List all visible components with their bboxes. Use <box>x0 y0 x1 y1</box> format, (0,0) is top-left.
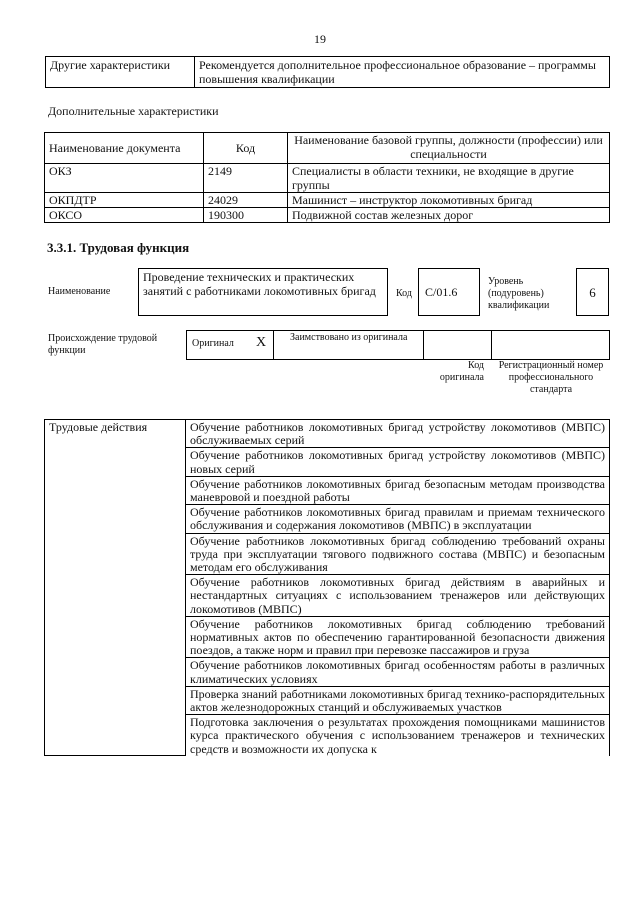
labor-actions-table <box>44 419 610 756</box>
code-label: Код <box>396 288 412 299</box>
row-code: 2149 <box>204 164 288 193</box>
original-mark: X <box>256 335 267 350</box>
other-characteristics-label: Другие характеристики <box>46 57 195 88</box>
labor-action-item: Обучение работников локомотивных бригад действиям в аварийных и нестандартных ситуациях с использованием тренажеров или действующих локомотивов (МВПС) <box>186 575 610 617</box>
row-doc: ОКЗ <box>45 164 204 193</box>
other-characteristics-table <box>45 56 610 88</box>
divider <box>423 330 424 360</box>
labor-action-item: Обучение работников локомотивных бригад устройству локомотивов (МВПС) новых серий <box>186 448 610 476</box>
row-doc: ОКПДТР <box>45 193 204 208</box>
level-label: Уровень (подуровень) квалификации <box>488 276 550 311</box>
table-row <box>45 193 610 208</box>
function-code-value: C/01.6 <box>418 268 480 316</box>
divider <box>491 330 492 360</box>
table-header-row <box>45 133 610 164</box>
other-characteristics-value: Рекомендуется дополнительное профессиональное образование – программы повышения квалификации <box>195 57 610 88</box>
labor-action-item: Обучение работников локомотивных бригад правилам и приемам технического обслуживания и содержания локомотивов (МВПС) в эксплуатации <box>186 505 610 533</box>
labor-action-item: Обучение работников локомотивных бригад соблюдению требований охраны труда при эксплуатации тягового подвижного состава (МВПС) и безопасным методам его обслуживания <box>186 533 610 575</box>
labor-action-item: Подготовка заключения о результатах прохождения помощниками машинистов курса практического обучения с использованием тренажеров и технических средств и возможности их допуска к <box>186 715 610 756</box>
code-original-label: Код оригинала <box>439 360 484 383</box>
borrowed-label: Заимствовано из оригинала <box>290 332 408 343</box>
row-code: 190300 <box>204 208 288 223</box>
row-name: Подвижной состав железных дорог <box>288 208 610 223</box>
table-row <box>45 208 610 223</box>
row-name: Машинист – инструктор локомотивных бригад <box>288 193 610 208</box>
labor-actions-label: Трудовые действия <box>45 420 186 756</box>
original-label: Оригинал <box>192 338 234 349</box>
function-name-value: Проведение технических и практических занятий с работниками локомотивных бригад <box>138 268 388 316</box>
header-code: Код <box>204 133 288 164</box>
labor-action-item: Обучение работников локомотивных бригад безопасным методам производства маневровой и поездной работы <box>186 476 610 504</box>
divider <box>273 330 274 360</box>
additional-characteristics-title: Дополнительные характеристики <box>48 104 219 118</box>
additional-characteristics-table <box>44 132 610 223</box>
table-row <box>45 164 610 193</box>
labor-action-item: Обучение работников локомотивных бригад устройству локомотивов (МВПС) обслуживаемых серий <box>186 420 610 448</box>
origin-label: Происхождение трудовой функции <box>48 333 158 356</box>
page-number: 19 <box>314 32 326 46</box>
header-doc: Наименование документа <box>45 133 204 164</box>
table-row <box>45 420 610 448</box>
labor-action-item: Обучение работников локомотивных бригад соблюдению требований нормативных актов по обеспечению гарантированной безопасности движения поездов, а также норм и правил при перевозке пассажиров и груза <box>186 616 610 658</box>
row-doc: ОКСО <box>45 208 204 223</box>
level-value: 6 <box>576 268 609 316</box>
function-heading: 3.3.1. Трудовая функция <box>47 240 190 255</box>
labor-action-item: Проверка знаний работниками локомотивных бригад технико-распорядительных актов железнодорожных станций и обслуживаемых участков <box>186 686 610 714</box>
reg-number-label: Регистрационный номер профессионального стандарта <box>498 360 604 395</box>
labor-action-item: Обучение работников локомотивных бригад особенностям работы в различных климатических условиях <box>186 658 610 686</box>
name-label: Наименование <box>48 286 111 297</box>
row-name: Специалисты в области техники, не входящие в другие группы <box>288 164 610 193</box>
row-code: 24029 <box>204 193 288 208</box>
header-name: Наименование базовой группы, должности (профессии) или специальности <box>288 133 610 164</box>
